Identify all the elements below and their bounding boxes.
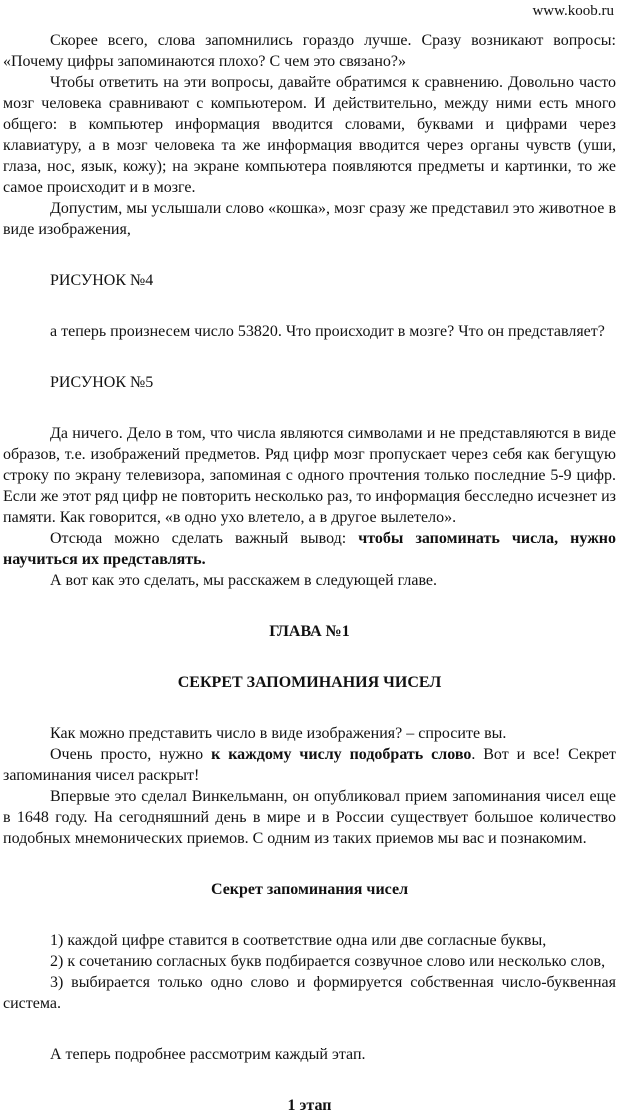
bold-phrase: к каждому числу подобрать слово — [211, 746, 472, 763]
site-url: www.koob.ru — [532, 3, 614, 19]
paragraph: Как можно представить число в виде изображения? – спросите вы. — [50, 725, 507, 742]
paragraph: А вот как это сделать, мы расскажем в следующей главе. — [50, 572, 438, 589]
chapter-title: СЕКРЕТ ЗАПОМИНАНИЯ ЧИСЕЛ — [177, 674, 442, 691]
paragraph: Скорее всего, слова запомнились гораздо лучше. Сразу возникают вопросы: «Почему цифры запоминаются плохо? С чем это связано?» — [3, 32, 616, 70]
figure-caption-5: РИСУНОК №5 — [50, 374, 154, 391]
list-item: 1) каждой цифре ставится в соответствие одна или две согласные буквы, — [50, 932, 547, 949]
paragraph: Допустим, мы услышали слово «кошка», мозг сразу же представил это животное в виде изображения, — [3, 200, 616, 238]
paragraph: Да ничего. Дело в том, что числа являются символами и не представляются в виде образов, т.е. изображений предметов. Ряд цифр мозг пропускает через себя как бегущую строку по экрану телевизора, запоминая с одного прочтения только последние 5-9 цифр. Если же этот ряд цифр не повторить несколько раз, то информация бесследно исчезнет из памяти. Как говорится, «в одно ухо влетело, а в другое вылетело». — [3, 425, 616, 526]
paragraph — [3, 744, 616, 786]
list-item: 3) выбирается только одно слово и формируется собственная число-буквенная система. — [3, 974, 616, 1012]
text-span: . Вот и все! Секрет запоминания чисел раскрыт! — [3, 746, 617, 784]
section-subheading: Секрет запоминания чисел — [210, 881, 409, 898]
stage-heading: 1 этап — [287, 1097, 332, 1114]
figure-caption-4: РИСУНОК №4 — [50, 272, 154, 289]
text-span: Отсюда можно сделать важный вывод: — [50, 530, 359, 547]
bold-conclusion: чтобы запоминать числа, нужно научиться их представлять. — [3, 530, 617, 568]
paragraph: Впервые это сделал Винкельманн, он опубликовал прием запоминания чисел еще в 1648 году. На сегодняшний день в мире и в России существует большое количество подобных мнемонических приемов. С одним из таких приемов мы вас и познакомим. — [3, 788, 616, 847]
paragraph-conclusion — [3, 528, 616, 570]
text-span: Очень просто, нужно — [50, 746, 212, 763]
paragraph: а теперь произнесем число 53820. Что происходит в мозге? Что он представляет? — [50, 323, 605, 340]
paragraph: Чтобы ответить на эти вопросы, давайте обратимся к сравнению. Довольно часто мозг человека сравнивают с компьютером. И действительно, между ними есть много общего: в компьютер информация вводится словами, буквами и цифрами через клавиатуру, а в мозг человека та же информация вводится через органы чувств (уши, глаза, нос, язык, кожу); на экране компьютера появляются предметы и картинки, то же самое происходит и в мозге. — [3, 74, 616, 196]
list-item: 2) к сочетанию согласных букв подбирается созвучное слово или несколько слов, — [50, 953, 606, 970]
paragraph: А теперь подробнее рассмотрим каждый этап. — [50, 1046, 366, 1063]
chapter-number: ГЛАВА №1 — [269, 623, 350, 640]
page-content — [3, 30, 616, 1116]
